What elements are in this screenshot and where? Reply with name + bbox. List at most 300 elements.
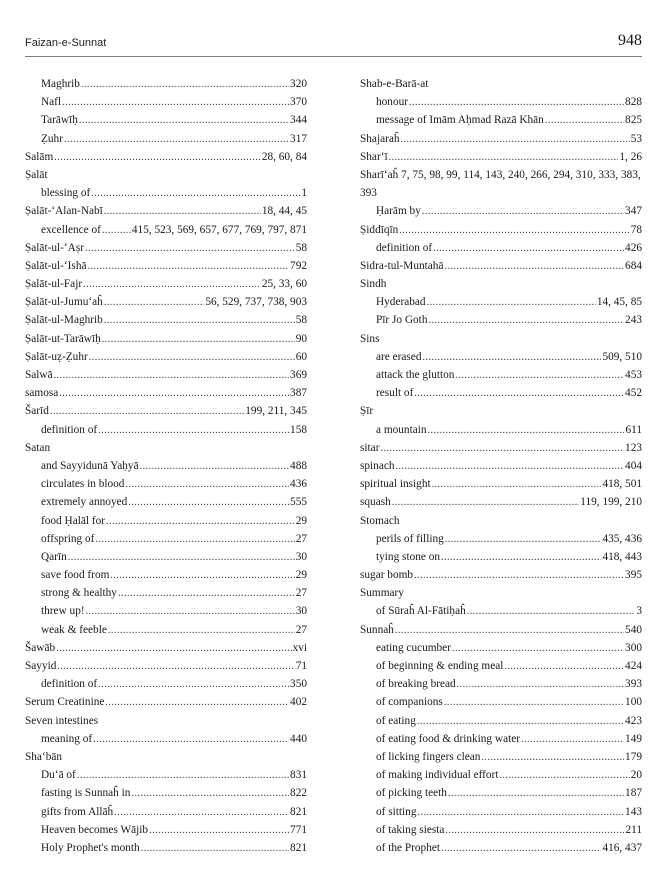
index-pages: 243 <box>625 314 642 327</box>
index-term: Tarāwīḥ <box>41 114 78 127</box>
index-pages: 395 <box>625 569 642 582</box>
index-term: Ṣalāt-uẓ-Ẓuhr <box>25 350 88 363</box>
dot-leader <box>56 639 291 657</box>
index-pages: 28, 60, 84 <box>261 150 307 163</box>
index-term: Ṣalāt-‘Alan-Nabī <box>25 205 103 218</box>
index-entry <box>360 512 642 530</box>
index-pages: 440 <box>290 732 307 745</box>
index-entry <box>25 784 307 802</box>
dot-leader <box>432 475 602 493</box>
index-entry <box>25 439 307 457</box>
index-pages: 30 <box>295 605 307 618</box>
index-entry <box>360 93 642 111</box>
index-term: Shab-e-Barā-at <box>360 78 429 90</box>
index-term: of sitting <box>376 805 417 818</box>
index-pages: 822 <box>290 787 307 800</box>
index-pages: 29 <box>295 569 307 582</box>
dot-leader <box>455 366 624 384</box>
index-entry <box>25 130 307 148</box>
index-entry <box>360 166 642 202</box>
index-term: extremely annoyed <box>41 496 128 509</box>
index-entry <box>360 311 642 329</box>
index-pages: 347 <box>625 205 642 218</box>
index-pages: 300 <box>625 641 642 654</box>
index-term: of breaking bread <box>376 678 456 691</box>
page-number: 948 <box>618 32 642 49</box>
index-pages: 158 <box>290 423 307 436</box>
index-pages: 418, 501 <box>602 478 642 491</box>
index-entry <box>360 493 642 511</box>
dot-leader <box>86 602 295 620</box>
dot-leader <box>54 148 261 166</box>
index-term: honour <box>376 96 409 109</box>
page-header <box>25 30 642 57</box>
dot-leader <box>427 293 596 311</box>
index-pages: 825 <box>625 114 642 127</box>
dot-leader <box>444 257 624 275</box>
index-term: of licking fingers clean <box>376 750 481 763</box>
index-pages: 27 <box>295 623 307 636</box>
index-pages: 369 <box>290 369 307 381</box>
index-term: Sharī‘aĥ 7, 75, 98, 99, 114, 143, 240, 266, 294, 310, 333, 383, 393 <box>360 168 641 200</box>
index-entry <box>25 584 307 602</box>
dot-leader <box>64 130 289 148</box>
index-term: of taking siesta <box>376 823 445 836</box>
index-entry <box>25 530 307 548</box>
index-pages: 435, 436 <box>602 532 642 545</box>
index-term: spinach <box>360 459 395 472</box>
index-term: Šarīd <box>25 405 49 418</box>
index-entry <box>25 712 307 730</box>
index-entry <box>360 421 642 439</box>
index-pages: 78 <box>630 223 642 236</box>
index-entry <box>360 566 642 584</box>
index-entry <box>25 748 307 766</box>
index-pages: 344 <box>290 114 307 127</box>
index-term: sitar <box>360 441 380 454</box>
index-pages: 509, 510 <box>602 350 642 363</box>
dot-leader <box>467 602 636 620</box>
index-pages: 119, 199, 210 <box>580 496 642 509</box>
index-entry <box>360 75 642 93</box>
index-term: sugar bomb <box>360 569 414 582</box>
index-term: Summary <box>360 587 404 600</box>
index-entry <box>25 475 307 493</box>
index-entry <box>360 839 642 857</box>
index-entry <box>360 675 642 693</box>
dot-leader <box>57 657 294 675</box>
dot-leader <box>95 530 294 548</box>
dot-leader <box>441 548 601 566</box>
index-entry <box>25 166 307 184</box>
dot-leader <box>409 93 624 111</box>
index-term: Ḥarām by <box>376 205 421 218</box>
index-entry <box>360 439 642 457</box>
index-term: Nafl <box>41 96 62 109</box>
dot-leader <box>428 421 625 439</box>
index-term: blessing of <box>41 187 91 200</box>
index-entry <box>25 257 307 275</box>
index-entry <box>25 421 307 439</box>
dot-leader <box>114 803 289 821</box>
index-term: Ṣalāt-ut-Tarāwīḥ <box>25 332 101 345</box>
dot-leader <box>399 221 629 239</box>
index-pages: 611 <box>625 423 642 436</box>
dot-leader <box>85 239 295 257</box>
dot-leader <box>149 821 289 839</box>
index-pages: 100 <box>625 696 642 709</box>
index-pages: 53 <box>630 132 642 145</box>
dot-leader <box>422 348 601 366</box>
index-term: of making individual effort <box>376 769 499 782</box>
index-entry <box>25 693 307 711</box>
index-pages: 387 <box>290 387 307 400</box>
dot-leader <box>125 475 289 493</box>
index-pages: 20 <box>630 769 642 782</box>
index-term: Sunnaĥ <box>360 623 394 636</box>
dot-leader <box>98 421 289 439</box>
index-entry <box>25 457 307 475</box>
index-entry <box>360 639 642 657</box>
index-pages: 27 <box>295 532 307 545</box>
index-term: Ṣalāt <box>25 168 48 181</box>
dot-leader <box>380 439 624 457</box>
dot-leader <box>68 548 295 566</box>
dot-leader <box>141 839 289 857</box>
dot-leader <box>110 566 294 584</box>
index-pages: 60 <box>295 350 307 363</box>
index-term: Stomach <box>360 514 400 527</box>
index-term: Ṣalāt-ul-‘Ishā <box>25 259 87 272</box>
index-term: Ṣīr <box>360 405 374 418</box>
index-term: Ṣalāt-ul-Jumu‘aĥ <box>25 296 103 309</box>
index-entry <box>25 221 307 239</box>
index-entry <box>25 384 307 402</box>
index-entry <box>25 675 307 693</box>
index-entry <box>25 348 307 366</box>
dot-leader <box>441 839 601 857</box>
dot-leader <box>521 730 624 748</box>
index-pages: 29 <box>295 514 307 527</box>
index-term: perils of filling <box>376 532 444 545</box>
index-pages: 123 <box>625 441 642 454</box>
dot-leader <box>414 566 624 584</box>
index-term: of eating <box>376 714 416 727</box>
dot-leader <box>457 675 624 693</box>
index-entry <box>360 111 642 129</box>
index-term: Salām <box>25 150 54 163</box>
index-pages: 426 <box>625 241 642 254</box>
dot-leader <box>106 512 295 530</box>
index-entry <box>25 493 307 511</box>
index-term: gifts from Allāĥ <box>41 805 114 818</box>
dot-leader <box>59 384 289 402</box>
index-entry <box>360 330 642 348</box>
dot-leader <box>422 202 624 220</box>
dot-leader <box>98 675 289 693</box>
dot-leader <box>481 748 624 766</box>
dot-leader <box>79 111 289 129</box>
index-pages: 415, 523, 569, 657, 677, 769, 797, 871 <box>131 223 307 236</box>
index-pages: 424 <box>625 660 642 673</box>
index-term: of eating food & drinking water <box>376 732 520 745</box>
dot-leader <box>499 766 629 784</box>
index-term: Hyderabad <box>376 296 426 309</box>
index-entry <box>360 130 642 148</box>
index-pages: 555 <box>290 496 307 509</box>
index-pages: 90 <box>295 332 307 345</box>
index-pages: 488 <box>290 459 307 472</box>
index-entry <box>360 657 642 675</box>
dot-leader <box>392 493 580 511</box>
index-entry <box>25 202 307 220</box>
index-term: are erased <box>376 350 422 363</box>
index-entry <box>360 784 642 802</box>
index-entry <box>25 566 307 584</box>
index-entry <box>25 184 307 202</box>
dot-leader <box>77 766 289 784</box>
index-entry <box>360 766 642 784</box>
dot-leader <box>104 311 295 329</box>
index-pages: 320 <box>290 78 307 90</box>
dot-leader <box>396 457 625 475</box>
dot-leader <box>81 75 289 93</box>
index-term: Ẓuhr <box>41 132 63 145</box>
index-pages: 792 <box>290 259 307 272</box>
index-pages: 418, 443 <box>602 550 642 563</box>
index-term: Serum Creatinine <box>25 696 105 709</box>
index-pages: 423 <box>625 714 642 727</box>
index-term: Shajaraĥ <box>360 132 400 145</box>
index-term: meaning of <box>41 732 93 745</box>
index-term: of the Prophet <box>376 841 441 854</box>
dot-leader <box>128 493 289 511</box>
index-pages: 71 <box>295 660 307 672</box>
index-term: Ṣalāt-ul-‘Aṣr <box>25 241 84 254</box>
dot-leader <box>83 275 261 293</box>
index-pages: 211 <box>625 823 642 836</box>
index-entry <box>360 584 642 602</box>
index-entry <box>360 548 642 566</box>
index-term: Šawāb <box>25 641 56 654</box>
dot-leader <box>433 239 624 257</box>
index-term: Heaven becomes Wājib <box>41 823 149 836</box>
index-term: Sidra-tul-Muntahā <box>360 259 444 272</box>
index-pages: 436 <box>290 478 307 491</box>
dot-leader <box>445 530 602 548</box>
dot-leader <box>445 821 624 839</box>
index-entry <box>25 275 307 293</box>
book-title: Faizan-e-Sunnat <box>25 37 107 49</box>
index-entry <box>360 693 642 711</box>
index-term: threw up! <box>41 605 85 618</box>
index-term: a mountain <box>376 423 427 436</box>
index-entry <box>25 366 307 384</box>
index-entry <box>25 111 307 129</box>
dot-leader <box>428 311 624 329</box>
index-entry <box>360 221 642 239</box>
dot-leader <box>91 184 300 202</box>
index-pages: 25, 33, 60 <box>261 278 307 291</box>
index-entry <box>25 730 307 748</box>
index-pages: 452 <box>625 387 642 400</box>
index-term: attack the glutton <box>376 369 455 382</box>
index-pages: 771 <box>290 823 307 836</box>
index-entry <box>360 239 642 257</box>
index-entry <box>25 330 307 348</box>
index-term: eating cucumber <box>376 641 451 654</box>
index-entry <box>360 384 642 402</box>
dot-leader <box>50 402 244 420</box>
index-pages: 1, 26 <box>619 150 642 163</box>
index-term: Seven intestines <box>25 714 99 727</box>
index-term: of beginning & ending meal <box>376 660 504 673</box>
index-pages: 179 <box>625 750 642 763</box>
index-entry <box>360 602 642 620</box>
index-pages: 831 <box>290 769 307 782</box>
index-term: Sha‘bān <box>25 750 63 763</box>
index-pages: 27 <box>295 587 307 600</box>
index-entry <box>360 730 642 748</box>
index-entry <box>360 366 642 384</box>
index-pages: 1 <box>301 187 307 200</box>
dot-leader <box>104 202 261 220</box>
index-pages: 684 <box>625 259 642 272</box>
index-pages: 393 <box>625 678 642 691</box>
index-term: spiritual insight <box>360 478 431 491</box>
index-entry <box>360 457 642 475</box>
dot-leader <box>417 803 624 821</box>
dot-leader <box>414 384 624 402</box>
index-entry <box>25 311 307 329</box>
index-term: result of <box>376 387 414 400</box>
index-entry <box>25 803 307 821</box>
dot-leader <box>452 639 624 657</box>
index-term: definition of <box>376 241 433 254</box>
index-term: definition of <box>41 423 98 436</box>
index-term: Ṣiddīqīn <box>360 223 399 236</box>
dot-leader <box>545 111 624 129</box>
index-pages: xvi <box>292 641 307 654</box>
index-term: circulates in blood <box>41 478 125 491</box>
index-term: Qarīn <box>41 550 67 563</box>
index-pages: 14, 45, 85 <box>596 296 642 309</box>
index-pages: 199, 211, 345 <box>245 405 307 418</box>
index-term: and Sayyidunā Yaḥyā <box>41 459 139 472</box>
index-pages: 402 <box>290 696 307 709</box>
index-entry <box>360 748 642 766</box>
index-pages: 149 <box>625 732 642 745</box>
dot-leader <box>401 130 630 148</box>
index-entry <box>25 239 307 257</box>
index-term: Sayyid <box>25 660 57 672</box>
index-entry <box>360 712 642 730</box>
dot-leader <box>389 148 619 166</box>
index-entry <box>25 621 307 639</box>
index-term: save food from <box>41 569 110 582</box>
dot-leader <box>444 693 624 711</box>
index-term: Sins <box>360 332 380 345</box>
index-term: Salwā <box>25 369 53 381</box>
index-pages: 540 <box>625 623 642 636</box>
dot-leader <box>102 221 131 239</box>
dot-leader <box>93 730 289 748</box>
index-pages: 58 <box>295 241 307 254</box>
dot-leader <box>54 366 289 384</box>
index-pages: 370 <box>290 96 307 109</box>
index-entry <box>360 202 642 220</box>
index-term: offspring of <box>41 532 95 545</box>
dot-leader <box>417 712 624 730</box>
dot-leader <box>131 784 289 802</box>
index-term: of picking teeth <box>376 787 447 800</box>
dot-leader <box>105 693 289 711</box>
index-entry <box>25 402 307 420</box>
index-term: food Ḥalāl for <box>41 514 105 527</box>
index-pages: 828 <box>625 96 642 109</box>
index-column-left <box>25 75 307 857</box>
index-term: of companions <box>376 696 443 709</box>
index-entry <box>25 766 307 784</box>
index-term: Satan <box>25 441 51 454</box>
index-entry <box>25 821 307 839</box>
index-entry <box>360 148 642 166</box>
dot-leader <box>104 293 205 311</box>
index-term: definition of <box>41 678 98 691</box>
index-entry <box>25 93 307 111</box>
index-pages: 58 <box>295 314 307 327</box>
index-entry <box>360 275 642 293</box>
dot-leader <box>87 257 289 275</box>
index-entry <box>360 621 642 639</box>
index-entry <box>360 257 642 275</box>
index-entry <box>360 803 642 821</box>
index-entry <box>25 839 307 857</box>
index-column-right <box>360 75 642 857</box>
index-entry <box>25 293 307 311</box>
index-pages: 350 <box>290 678 307 691</box>
index-entry <box>25 148 307 166</box>
index-pages: 416, 437 <box>602 841 642 854</box>
index-pages: 317 <box>290 132 307 145</box>
dot-leader <box>62 93 289 111</box>
index-term: Ṣalāt-ul-Maghrib <box>25 314 103 327</box>
dot-leader <box>102 330 295 348</box>
dot-leader <box>448 784 624 802</box>
index-entry <box>360 348 642 366</box>
dot-leader <box>89 348 295 366</box>
index-term: samosa <box>25 387 59 400</box>
index-entry <box>25 602 307 620</box>
dot-leader <box>118 584 295 602</box>
index-entry <box>25 75 307 93</box>
index-pages: 143 <box>625 805 642 818</box>
index-entry <box>360 475 642 493</box>
index-term: of Sūraĥ Al-Fātiḥaĥ <box>376 605 466 618</box>
index-entry <box>25 512 307 530</box>
index-term: Shar‘ī <box>360 150 388 163</box>
index-pages: 30 <box>295 550 307 563</box>
index-pages: 821 <box>290 841 307 854</box>
index-term: weak & feeble <box>41 623 107 636</box>
index-term: excellence of <box>41 223 101 236</box>
index-entry <box>360 402 642 420</box>
index-term: squash <box>360 496 391 509</box>
index-pages: 3 <box>636 605 642 618</box>
index-entry <box>25 548 307 566</box>
index-entry <box>360 530 642 548</box>
index-term: strong & healthy <box>41 587 117 600</box>
